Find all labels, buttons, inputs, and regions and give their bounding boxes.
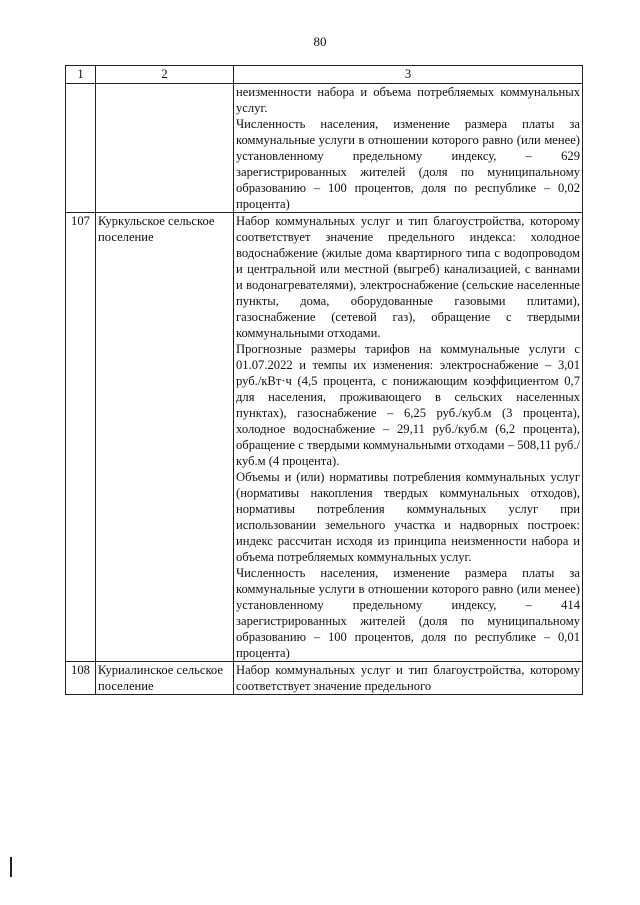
paragraph: Набор коммунальных услуг и тип благоустройства, которому соответствует значение предельного индекса: холодное водоснабжение (жилые дома квартирного типа с водопроводом и центральной или местной (выгреб) канализацией, с ваннами и водонагревателями), электроснабжение (сельские населенные пункты, дома, оборудованные газовыми плитами), газоснабжение (сетевой газ), обращение с твердыми коммунальными отходами.: [236, 214, 580, 340]
table-header-row: [66, 66, 583, 84]
row-description: [234, 213, 583, 662]
table-row: [66, 662, 583, 695]
header-col-3: 3: [234, 66, 583, 84]
paragraph: Численность населения, изменение размера платы за коммунальные услуги в отношении которого равно (или менее) установленному предельному индексу, – 629 зарегистрированных жителей (доля по муниципальному образованию – 100 процентов, доля по республике – 0,02 процента): [236, 117, 580, 211]
row-number: 108: [66, 662, 96, 695]
settlement-name: Куркульское сельское поселение: [96, 213, 234, 662]
scan-edge-mark: [10, 857, 12, 877]
document-table: [65, 65, 583, 695]
table-row: [66, 213, 583, 662]
settlement-name: [96, 84, 234, 213]
paragraph: Набор коммунальных услуг и тип благоустройства, которому соответствует значение предельного: [236, 663, 580, 693]
paragraph: неизменности набора и объема потребляемых коммунальных услуг.: [236, 85, 580, 115]
row-description: [234, 84, 583, 213]
settlement-name: Куриалинское сельское поселение: [96, 662, 234, 695]
row-description: [234, 662, 583, 695]
table-row: [66, 84, 583, 213]
page-number: 80: [313, 34, 327, 49]
paragraph: Объемы и (или) нормативы потребления коммунальных услуг (нормативы накопления твердых коммунальных отходов), нормативы потребления коммунальных услуг при использовании земельного участка и надворных построек: индекс рассчитан исходя из принципа неизменности набора и объема потребляемых коммунальных услуг.: [236, 470, 580, 564]
row-number: [66, 84, 96, 213]
paragraph: Прогнозные размеры тарифов на коммунальные услуги с 01.07.2022 и темпы их изменения: электроснабжение – 3,01 руб./кВт·ч (4,5 процента, с понижающим коэффициентом 0,7 для населения, проживающего в сельских населенных пунктах), газоснабжение – 6,25 руб./куб.м (3 процента), холодное водоснабжение – 29,11 руб./куб.м (6,2 процента), обращение с твердыми коммунальными отходами – 508,11 руб./куб.м (4 процента).: [236, 342, 580, 468]
header-col-2: 2: [96, 66, 234, 84]
row-number: 107: [66, 213, 96, 662]
paragraph: Численность населения, изменение размера платы за коммунальные услуги в отношении которого равно (или менее) установленному предельному индексу, – 414 зарегистрированных жителей (доля по муниципальному образованию – 100 процентов, доля по республике – 0,01 процента): [236, 566, 580, 660]
header-col-1: 1: [66, 66, 96, 84]
